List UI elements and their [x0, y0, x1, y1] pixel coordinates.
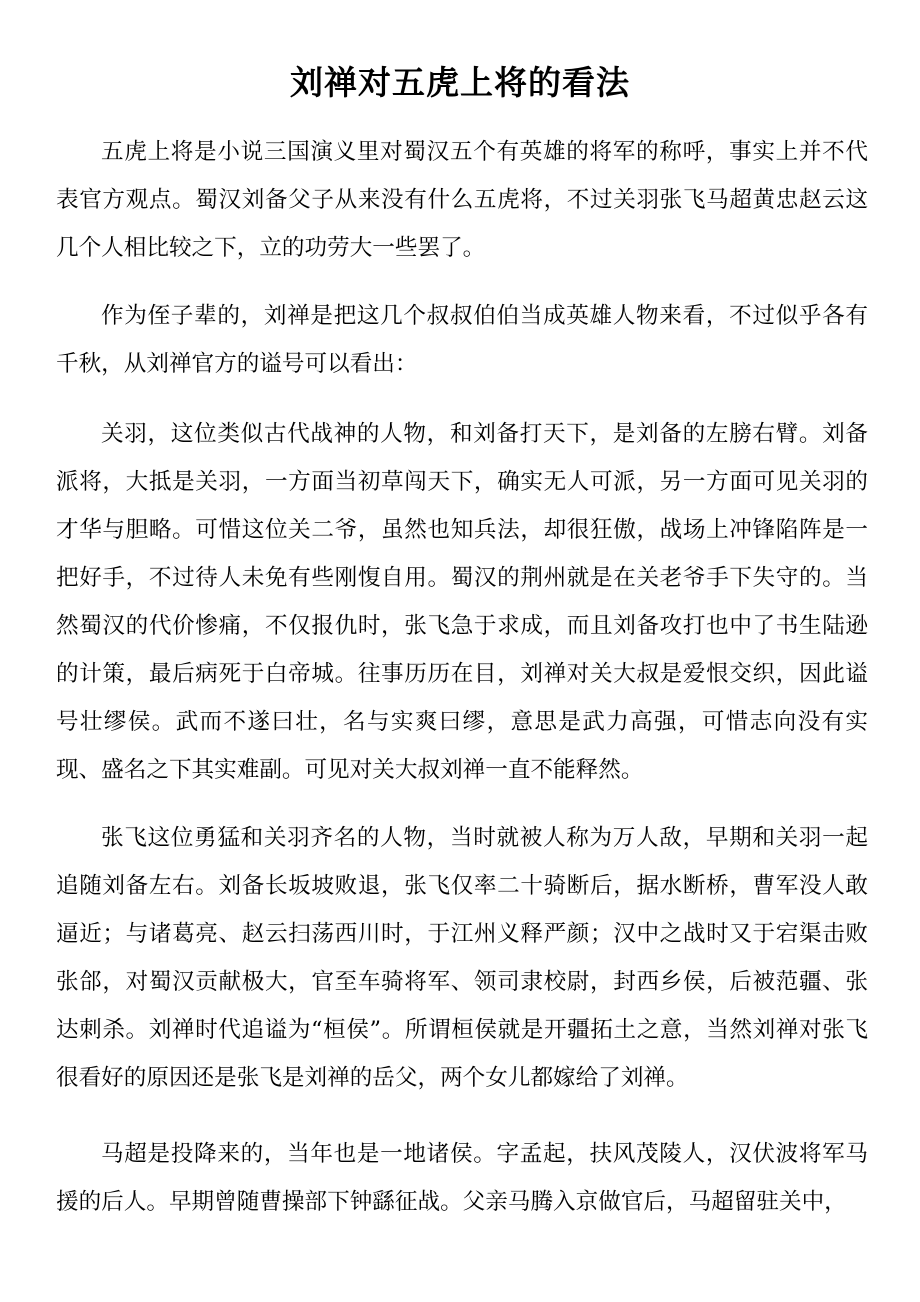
paragraph-ma-chao: 马超是投降来的，当年也是一地诸侯。字孟起，扶风茂陵人，汉伏波将军马援的后人。早期曾随曹操部下钟繇征战。父亲马腾入京做官后，马超留驻关中， [56, 1141, 868, 1215]
paragraph-intro: 五虎上将是小说三国演义里对蜀汉五个有英雄的将军的称呼，事实上并不代表官方观点。蜀汉刘备父子从来没有什么五虎将，不过关羽张飞马超黄忠赵云这几个人相比较之下，立的功劳大一些罢了。 [56, 139, 868, 261]
document-title: 刘禅对五虎上将的看法 [290, 63, 630, 102]
paragraph-zhang-fei: 张飞这位勇猛和关羽齐名的人物，当时就被人称为万人敌，早期和关羽一起追随刘备左右。刘备长坂坡败退，张飞仅率二十骑断后，据水断桥，曹军没人敢逼近；与诸葛亮、赵云扫荡西川时，于江州义释严颜；汉中之战时又于宕渠击败张郃，对蜀汉贡献极大，官至车骑将军、领司隶校尉，封西乡侯，后被范疆、张达刺杀。刘禅时代追谥为“桓侯”。所谓桓侯就是开疆拓土之意，当然刘禅对张飞很看好的原因还是张飞是刘禅的岳父，两个女儿都嫁给了刘禅。 [56, 825, 868, 1091]
paragraph-guan-yu: 关羽，这位类似古代战神的人物，和刘备打天下，是刘备的左膀右臂。刘备派将，大抵是关羽，一方面当初草闯天下，确实无人可派，另一方面可见关羽的才华与胆略。可惜这位关二爷，虽然也知兵法，却很狂傲，战场上冲锋陷阵是一把好手，不过待人未免有些刚愎自用。蜀汉的荆州就是在关老爷手下失守的。当然蜀汉的代价惨痛，不仅报仇时，张飞急于求成，而且刘备攻打也中了书生陆逊的计策，最后病死于白帝城。往事历历在目，刘禅对关大叔是爱恨交织，因此谥号壮缪侯。武而不遂曰壮，名与实爽曰缪，意思是武力高强，可惜志向没有实现、盛名之下其实难副。可见对关大叔刘禅一直不能释然。 [56, 421, 868, 783]
paragraph-liu-shan-view: 作为侄子辈的，刘禅是把这几个叔叔伯伯当成英雄人物来看，不过似乎各有千秋，从刘禅官方的谥号可以看出： [56, 303, 868, 377]
